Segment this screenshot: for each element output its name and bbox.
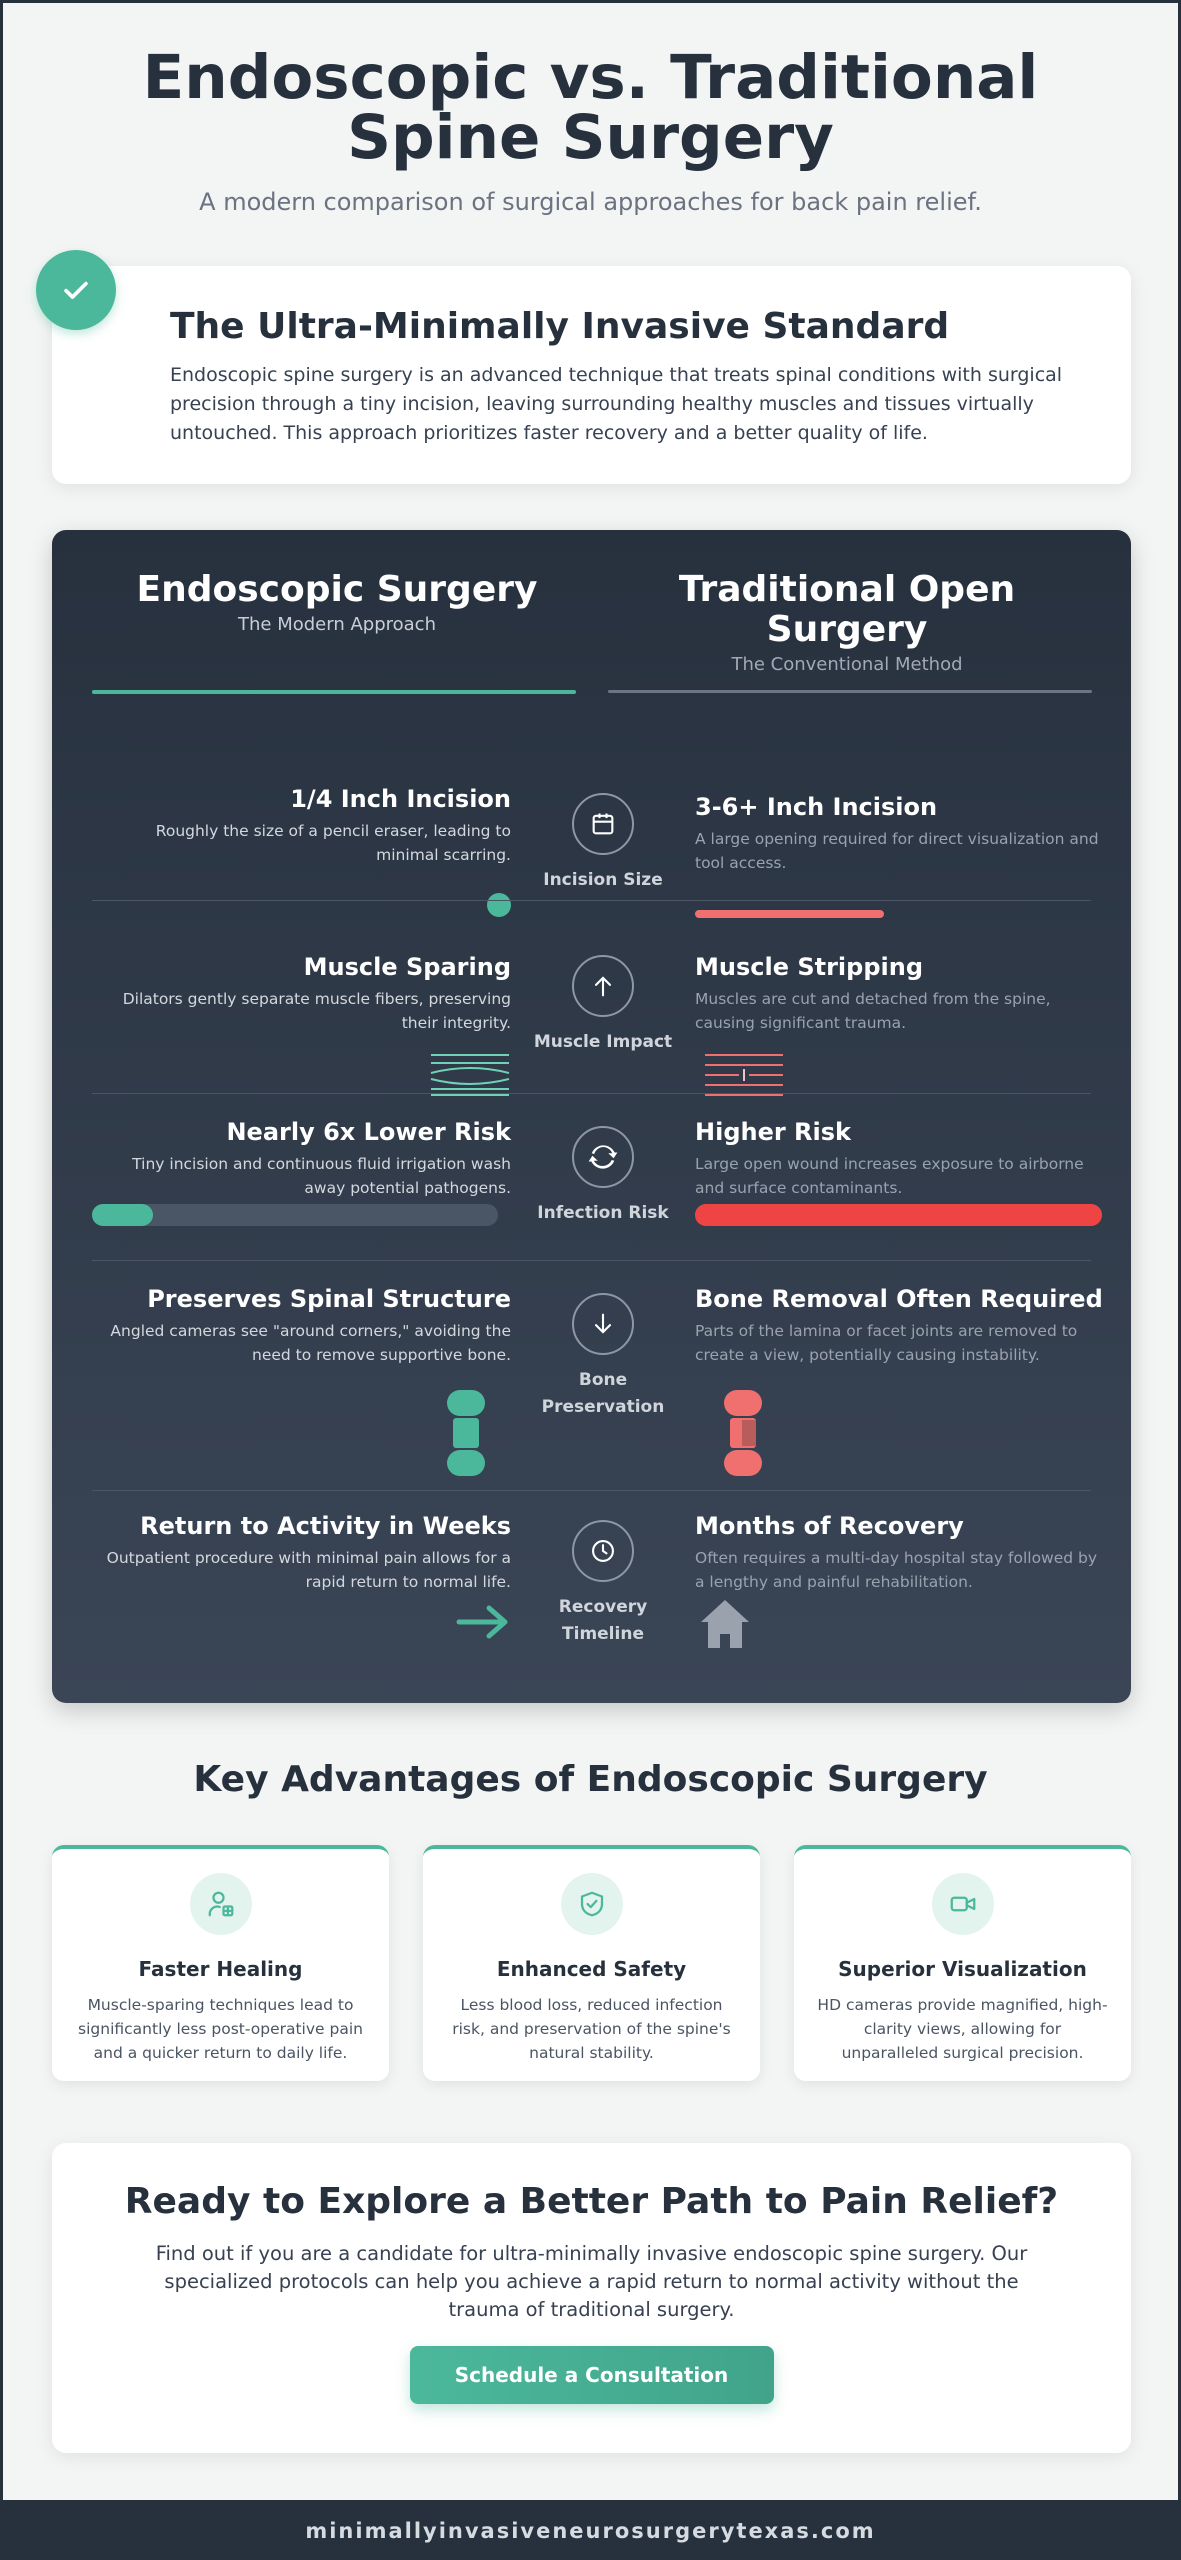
traditional-rule	[608, 690, 1092, 693]
advantage-title: Superior Visualization	[838, 1957, 1087, 1981]
home-icon	[699, 1598, 751, 1650]
user-heal-icon	[190, 1873, 252, 1935]
advantage-card-safety	[423, 1845, 760, 2081]
left-desc: Tiny incision and continuous fluid irrigation wash away potential pathogens.	[132, 1155, 511, 1197]
left-desc: Dilators gently separate muscle fibers, preserving their integrity.	[122, 990, 511, 1032]
right-title: Higher Risk	[695, 1118, 851, 1146]
shield-check-icon	[561, 1873, 623, 1935]
advantage-desc: Less blood loss, reduced infection risk, and preservation of the spine's natural stability.	[452, 1996, 731, 2062]
right-title: Bone Removal Often Required	[695, 1285, 1103, 1313]
page-subtitle: A modern comparison of surgical approaches for back pain relief.	[199, 188, 982, 216]
left-title: 1/4 Inch Incision	[290, 785, 511, 813]
muscle-fibers-cut-icon	[703, 1051, 785, 1099]
infection-risk-left-fill	[92, 1204, 153, 1226]
check-icon	[36, 250, 116, 330]
small-incision-dot-icon	[487, 893, 511, 917]
category-label: Incision Size	[543, 870, 663, 890]
right-title: Months of Recovery	[695, 1512, 964, 1540]
intro-card	[52, 266, 1131, 484]
comparison-row-recovery	[92, 1490, 1098, 1700]
left-desc: Angled cameras see "around corners," avoiding the need to remove supportive bone.	[110, 1322, 511, 1364]
advantage-title: Enhanced Safety	[496, 1957, 687, 1981]
video-camera-icon	[932, 1873, 994, 1935]
left-desc: Roughly the size of a pencil eraser, leading to minimal scarring.	[155, 822, 511, 864]
infection-risk-right-track	[695, 1204, 1102, 1226]
endoscopic-rule	[92, 690, 576, 694]
muscle-fibers-intact-icon	[429, 1051, 511, 1099]
left-title: Nearly 6x Lower Risk	[226, 1118, 511, 1146]
category-label: Bone Preservation	[541, 1370, 665, 1417]
left-title: Return to Activity in Weeks	[140, 1512, 511, 1540]
arrow-right-icon	[455, 1604, 511, 1640]
comparison-panel	[52, 530, 1131, 1703]
advantage-desc: HD cameras provide magnified, high-clarity views, allowing for unparalleled surgical precision.	[817, 1996, 1108, 2062]
infection-risk-right-fill	[695, 1204, 1102, 1226]
footer-domain[interactable]: minimallyinvasiveneurosurgerytexas.com	[0, 2500, 1181, 2560]
row-divider	[92, 900, 1091, 901]
right-desc: Muscles are cut and detached from the spine, causing significant trauma.	[695, 990, 1051, 1032]
traditional-column-header	[602, 570, 1092, 675]
comparison-row-muscle	[92, 925, 1091, 1115]
advantage-title: Faster Healing	[138, 1957, 303, 1981]
intro-text: Endoscopic spine surgery is an advanced technique that treats spinal conditions with surgical precision through a tiny incision, leaving surrounding healthy muscles and tissues virtually untouched. This approach prioritizes faster recovery and a better quality of life.	[170, 364, 1063, 444]
right-title: Muscle Stripping	[695, 953, 924, 981]
category-label: Infection Risk	[537, 1203, 669, 1223]
arrow-down-icon	[572, 1293, 634, 1355]
left-title: Preserves Spinal Structure	[147, 1285, 511, 1313]
endoscopic-subheading: The Modern Approach	[238, 614, 436, 635]
vertebra-removed-icon	[722, 1390, 764, 1476]
right-desc: Large open wound increases exposure to airborne and surface contaminants.	[695, 1155, 1084, 1197]
calendar-icon	[572, 793, 634, 855]
cta-card	[52, 2143, 1131, 2453]
cta-text: Find out if you are a candidate for ultra-minimally invasive endoscopic spine surgery. Our specialized protocols can help you achieve a rapid return to normal activity without the trauma of traditional surgery.	[155, 2242, 1028, 2321]
comparison-row-bone	[92, 1260, 1103, 1490]
advantage-card-visualization	[794, 1845, 1131, 2081]
endoscopic-column-header	[92, 570, 582, 635]
traditional-subheading: The Conventional Method	[731, 654, 963, 675]
category-label: Recovery Timeline	[558, 1597, 648, 1644]
right-desc: Parts of the lamina or facet joints are removed to create a view, potentially causing instability.	[695, 1322, 1078, 1364]
intro-title: The Ultra-Minimally Invasive Standard	[170, 306, 950, 347]
cta-title: Ready to Explore a Better Path to Pain Relief?	[124, 2181, 1059, 2222]
comparison-row-infection	[92, 1093, 1091, 1263]
vertebra-intact-icon	[445, 1390, 487, 1476]
refresh-icon	[572, 1126, 634, 1188]
right-title: 3-6+ Inch Incision	[695, 793, 938, 821]
advantage-card-healing	[52, 1845, 389, 2081]
clock-icon	[572, 1520, 634, 1582]
endoscopic-heading: Endoscopic Surgery	[136, 569, 538, 610]
arrow-up-icon	[572, 955, 634, 1017]
traditional-heading: Traditional Open Surgery	[678, 569, 1016, 650]
left-title: Muscle Sparing	[303, 953, 511, 981]
page-title: Endoscopic vs. Traditional Spine Surgery	[142, 42, 1039, 173]
advantages-title: Key Advantages of Endoscopic Surgery	[193, 1759, 988, 1800]
large-incision-bar	[695, 910, 884, 918]
left-desc: Outpatient procedure with minimal pain allows for a rapid return to normal life.	[106, 1549, 511, 1591]
schedule-consultation-button[interactable]: Schedule a Consultation	[410, 2346, 774, 2404]
category-label: Muscle Impact	[533, 1032, 673, 1052]
right-desc: A large opening required for direct visualization and tool access.	[695, 830, 1099, 872]
right-desc: Often requires a multi-day hospital stay followed by a lengthy and painful rehabilitation.	[695, 1549, 1098, 1591]
advantage-desc: Muscle-sparing techniques lead to significantly less post-operative pain and a quicker return to daily life.	[78, 1996, 363, 2062]
infection-risk-left-track	[92, 1204, 498, 1226]
